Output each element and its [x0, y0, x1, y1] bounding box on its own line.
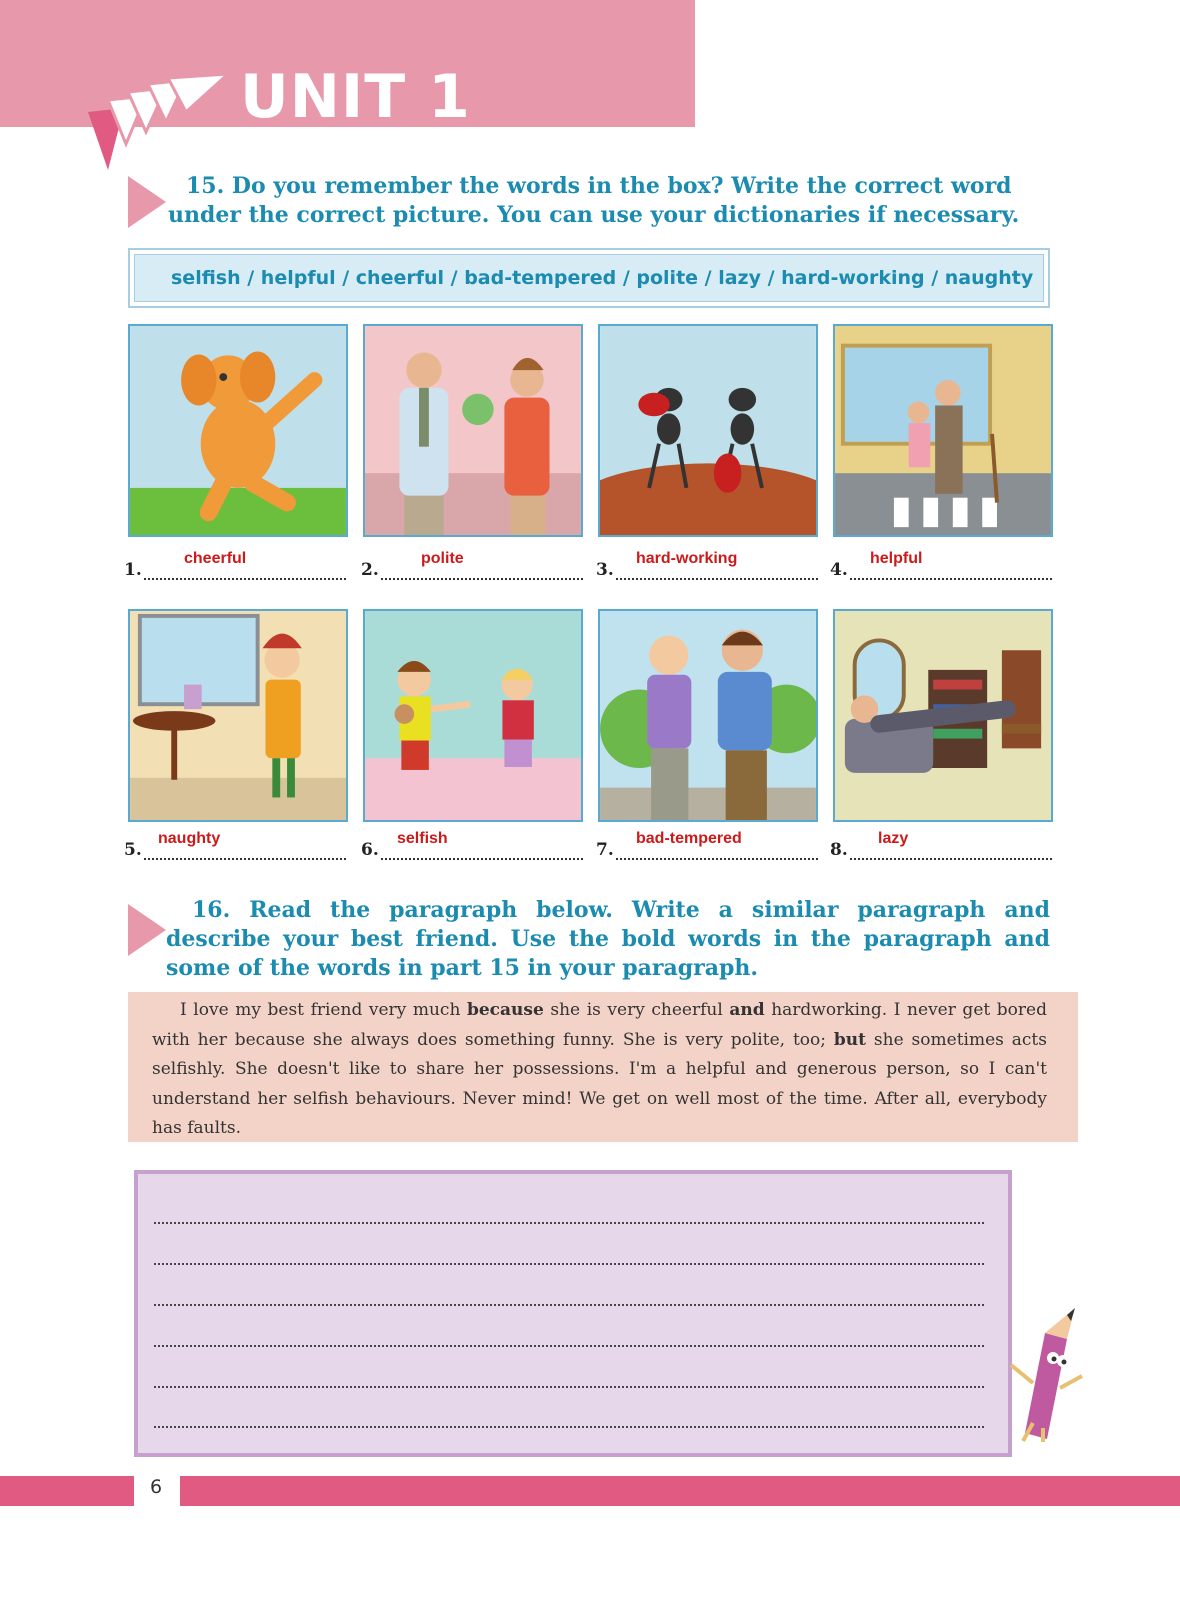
writing-line[interactable]	[154, 1426, 984, 1428]
writing-line[interactable]	[154, 1222, 984, 1224]
answer-number: 7.	[596, 840, 614, 860]
answer-line-8[interactable]	[830, 830, 1052, 860]
bold-word: and	[729, 1000, 765, 1020]
lazy-man-illustration	[835, 611, 1051, 820]
writing-line[interactable]	[154, 1345, 984, 1347]
answer-number: 8.	[830, 840, 848, 860]
selfish-kids-illustration	[365, 611, 581, 820]
picture-2-flowers	[363, 324, 583, 537]
crossing-street-illustration	[835, 326, 1051, 535]
answer-word: naughty	[158, 830, 221, 847]
writing-line[interactable]	[154, 1304, 984, 1306]
picture-6-kids	[363, 609, 583, 822]
answer-word: polite	[421, 550, 464, 567]
word-box	[128, 248, 1050, 308]
writing-line[interactable]	[154, 1386, 984, 1388]
exercise-15-instruction: 15. Do you remember the words in the box? Write the correct word under the correct picture. You can use your dictionaries if necessary.	[168, 173, 1020, 228]
paragraph-text: hardworking. I never get bored with her because she always does something funny. She is very polite, too;	[152, 1000, 1047, 1050]
picture-8-man	[833, 609, 1053, 822]
paragraph-text: I love my best friend very much	[180, 1000, 467, 1020]
unit-title: UNIT 1	[240, 62, 471, 132]
example-paragraph	[152, 996, 1047, 1144]
answer-number: 5.	[124, 840, 142, 860]
bad-tempered-boys-illustration	[600, 611, 816, 820]
answer-number: 2.	[361, 560, 379, 580]
writing-line[interactable]	[154, 1263, 984, 1265]
picture-4-crossing	[833, 324, 1053, 537]
bold-word: because	[466, 1000, 544, 1020]
exercise-16-arrow-icon	[128, 904, 166, 956]
bold-word: but	[833, 1029, 866, 1050]
answer-word: bad-tempered	[636, 830, 742, 847]
picture-3-ants	[598, 324, 818, 537]
couple-flowers-illustration	[365, 326, 581, 535]
answer-line-5[interactable]	[124, 830, 346, 860]
paragraph-text: she is very cheerful	[543, 1000, 730, 1020]
picture-7-boys	[598, 609, 818, 822]
answer-number: 4.	[830, 560, 848, 580]
answer-number: 3.	[596, 560, 614, 580]
answer-number: 1.	[124, 560, 142, 580]
elephant-illustration	[130, 326, 346, 535]
answer-word: cheerful	[184, 550, 247, 567]
answer-line-6[interactable]	[361, 830, 583, 860]
unit-arrows-icon	[88, 72, 238, 172]
answer-line-1[interactable]	[124, 550, 346, 580]
answer-word: helpful	[870, 550, 923, 567]
picture-5-girl	[128, 609, 348, 822]
answer-word: lazy	[878, 830, 909, 847]
answer-number: 6.	[361, 840, 379, 860]
answer-word: selfish	[397, 830, 448, 847]
exercise-15-arrow-icon	[128, 176, 166, 228]
word-box-text: selfish / helpful / cheerful / bad-tempered / polite / lazy / hard-working / naughty	[134, 254, 1044, 302]
answer-line-7[interactable]	[596, 830, 818, 860]
answer-word: hard-working	[636, 550, 738, 567]
answer-line-3[interactable]	[596, 550, 818, 580]
writing-area[interactable]	[134, 1170, 1012, 1457]
ants-illustration	[600, 326, 816, 535]
exercise-16-instruction: 16. Read the paragraph below. Write a similar paragraph and describe your best friend. Use the bold words in the paragraph and some of the words in part 15 in your paragraph.	[166, 897, 1050, 981]
picture-1-elephant	[128, 324, 348, 537]
answer-line-2[interactable]	[361, 550, 583, 580]
paragraph-text: she sometimes acts selfishly. She doesn't like to share her possessions. I'm a helpful and generous person, so I can't understand her selfish behaviours. Never mind! We get on well most of the time. After all, everybody has faults.	[152, 1029, 1047, 1138]
answer-line-4[interactable]	[830, 550, 1052, 580]
naughty-girl-illustration	[130, 611, 346, 820]
pencil-mascot-icon	[1005, 1303, 1090, 1443]
page-number: 6	[150, 1476, 163, 1498]
